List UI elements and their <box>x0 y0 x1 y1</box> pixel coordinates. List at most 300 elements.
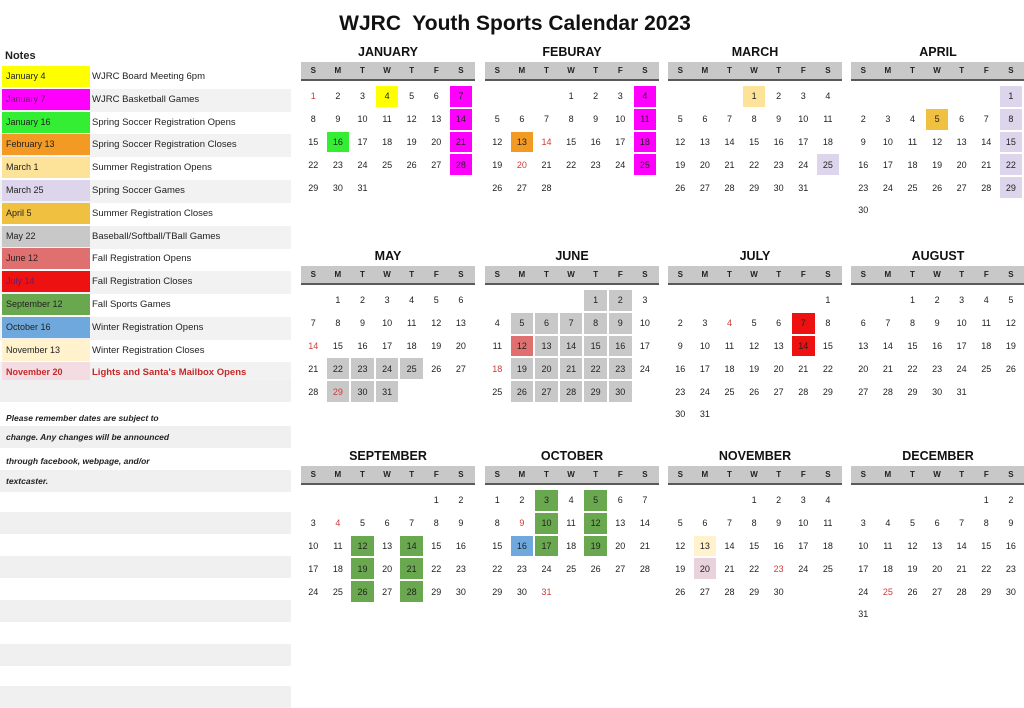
day-cell: 9 <box>593 114 599 125</box>
day-cell: 31 <box>956 386 967 397</box>
day-cell: 22 <box>749 563 760 574</box>
day-cell: 16 <box>327 132 350 153</box>
day-cell: 11 <box>566 518 576 529</box>
weekday-label: M <box>701 66 709 75</box>
legend-description: Summer Registration Closes <box>92 207 213 219</box>
day-cell: 11 <box>907 136 918 147</box>
weekday-label: W <box>567 470 575 479</box>
day-cell: 6 <box>959 114 965 125</box>
day-cell: 7 <box>792 313 815 334</box>
day-cell: 26 <box>406 159 417 170</box>
day-cell: 28 <box>724 182 735 193</box>
day-cell: 17 <box>956 340 967 351</box>
day-cell: 29 <box>584 381 607 402</box>
day-cell: 14 <box>541 136 552 147</box>
day-cell: 19 <box>749 363 760 374</box>
day-cell: 5 <box>494 114 500 125</box>
day-cell: 6 <box>617 495 623 506</box>
day-cell: 23 <box>675 386 686 397</box>
day-cell: 8 <box>310 114 316 125</box>
day-cell: 7 <box>409 518 415 529</box>
day-cell: 7 <box>959 518 965 529</box>
month-name: AUGUST <box>911 249 965 263</box>
day-cell: 8 <box>825 318 831 329</box>
month-may <box>301 248 475 403</box>
weekday-label: T <box>959 470 965 479</box>
day-cell: 9 <box>519 518 525 529</box>
weekday-label: S <box>494 470 500 479</box>
day-cell: 15 <box>431 540 442 551</box>
day-cell: 24 <box>541 563 552 574</box>
day-cell: 3 <box>359 91 365 102</box>
weekday-label: F <box>983 470 989 479</box>
weekday-label: F <box>433 470 439 479</box>
day-cell: 13 <box>699 136 710 147</box>
notes-band <box>0 380 291 402</box>
weekday-header <box>851 466 1024 485</box>
days-grid <box>668 85 842 199</box>
day-cell: 19 <box>1005 340 1016 351</box>
legend-date: June 12 <box>2 248 90 269</box>
day-cell: 4 <box>909 114 915 125</box>
day-cell: 21 <box>798 363 809 374</box>
day-cell: 28 <box>639 563 650 574</box>
weekday-label: T <box>360 270 365 279</box>
day-cell: 5 <box>909 518 915 529</box>
day-cell: 2 <box>776 91 782 102</box>
day-cell: 3 <box>617 91 623 102</box>
day-cell: 25 <box>981 363 992 374</box>
legend-item <box>0 271 291 294</box>
weekday-label: T <box>409 470 415 479</box>
notes-header: Notes <box>5 50 36 62</box>
day-cell: 27 <box>858 386 869 397</box>
legend-date: February 13 <box>2 134 90 155</box>
month-name: DECEMBER <box>902 449 974 463</box>
legend-item <box>0 134 291 157</box>
day-cell: 23 <box>932 363 943 374</box>
day-cell: 19 <box>584 536 607 557</box>
day-cell: 19 <box>492 159 503 170</box>
weekday-label: S <box>310 270 316 279</box>
day-cell: 28 <box>882 386 893 397</box>
day-cell: 29 <box>308 182 319 193</box>
day-cell: 26 <box>431 363 442 374</box>
month-name: JANUARY <box>358 45 418 59</box>
day-cell: 16 <box>511 536 534 557</box>
day-cell: 9 <box>776 114 782 125</box>
day-cell: 2 <box>609 290 632 311</box>
day-cell: 4 <box>825 495 831 506</box>
day-cell: 9 <box>335 114 341 125</box>
day-cell: 6 <box>519 114 525 125</box>
day-cell: 3 <box>310 518 316 529</box>
day-cell: 20 <box>516 159 527 170</box>
day-cell: 22 <box>431 563 442 574</box>
weekday-label: F <box>800 470 806 479</box>
legend-item <box>0 157 291 180</box>
weekday-label: S <box>1008 66 1014 75</box>
day-cell: 15 <box>907 340 918 351</box>
day-cell: 17 <box>382 340 393 351</box>
day-cell: 3 <box>885 114 891 125</box>
legend-date: May 22 <box>2 226 90 247</box>
day-cell: 15 <box>584 336 607 357</box>
day-cell: 4 <box>634 86 657 107</box>
day-cell: 29 <box>431 586 442 597</box>
weekday-label: F <box>617 270 623 279</box>
day-cell: 14 <box>882 340 893 351</box>
day-cell: 25 <box>332 586 343 597</box>
day-cell: 7 <box>450 86 473 107</box>
weekday-label: S <box>494 270 500 279</box>
day-cell: 7 <box>310 318 316 329</box>
day-cell: 9 <box>860 136 866 147</box>
day-cell: 10 <box>639 318 650 329</box>
weekday-label: F <box>800 66 806 75</box>
month-january <box>301 44 475 199</box>
day-cell: 25 <box>907 182 918 193</box>
notes-band <box>0 686 291 708</box>
day-cell: 18 <box>566 540 577 551</box>
weekday-label: M <box>334 270 342 279</box>
day-cell: 10 <box>882 136 893 147</box>
weekday-label: M <box>518 470 526 479</box>
day-cell: 17 <box>535 536 558 557</box>
day-cell: 31 <box>798 182 809 193</box>
legend-item <box>0 248 291 271</box>
day-cell: 14 <box>724 540 735 551</box>
day-cell: 30 <box>675 409 686 420</box>
legend-item <box>0 340 291 363</box>
day-cell: 20 <box>615 540 626 551</box>
weekday-label: M <box>884 270 892 279</box>
day-cell: 17 <box>615 136 626 147</box>
weekday-label: T <box>544 270 549 279</box>
day-cell: 16 <box>455 540 466 551</box>
day-cell: 22 <box>327 358 350 379</box>
weekday-label: T <box>593 66 599 75</box>
day-cell: 10 <box>798 114 809 125</box>
day-cell: 29 <box>981 586 992 597</box>
day-cell: 9 <box>458 518 464 529</box>
day-cell: 12 <box>907 540 918 551</box>
day-cell: 11 <box>492 340 502 351</box>
day-cell: 18 <box>382 136 393 147</box>
day-cell: 22 <box>566 159 577 170</box>
day-cell: 11 <box>823 114 833 125</box>
day-cell: 4 <box>983 295 989 306</box>
weekday-label: T <box>959 270 965 279</box>
day-cell: 5 <box>1008 295 1014 306</box>
month-name: SEPTEMBER <box>349 449 427 463</box>
day-cell: 25 <box>817 154 840 175</box>
day-cell: 26 <box>1005 363 1016 374</box>
legend-date: April 5 <box>2 203 90 224</box>
day-cell: 2 <box>860 114 866 125</box>
day-cell: 18 <box>882 563 893 574</box>
day-cell: 13 <box>615 518 626 529</box>
day-cell: 29 <box>327 381 350 402</box>
day-cell: 5 <box>409 91 415 102</box>
day-cell: 20 <box>382 563 393 574</box>
day-cell: 19 <box>675 563 686 574</box>
day-cell: 21 <box>724 563 735 574</box>
weekday-label: T <box>727 470 732 479</box>
weekday-label: T <box>544 66 549 75</box>
day-cell: 30 <box>351 381 374 402</box>
day-cell: 16 <box>773 136 784 147</box>
notes-band <box>0 556 291 578</box>
day-cell: 6 <box>702 114 708 125</box>
day-cell: 1 <box>335 295 341 306</box>
day-cell: 1 <box>1000 86 1023 107</box>
legend-description: WJRC Board Meeting 6pm <box>92 71 205 82</box>
day-cell: 4 <box>409 295 415 306</box>
weekday-label: T <box>593 470 599 479</box>
day-cell: 18 <box>822 136 833 147</box>
day-cell: 16 <box>590 136 601 147</box>
day-cell: 28 <box>956 586 967 597</box>
day-cell: 2 <box>776 495 782 506</box>
days-grid <box>851 289 1024 403</box>
day-cell: 1 <box>310 91 316 102</box>
day-cell: 13 <box>535 336 558 357</box>
day-cell: 27 <box>956 182 967 193</box>
month-december <box>851 448 1024 626</box>
day-cell: 25 <box>382 159 393 170</box>
legend-item <box>0 66 291 89</box>
day-cell: 26 <box>675 182 686 193</box>
weekday-label: T <box>544 470 549 479</box>
legend-date: January 4 <box>2 66 90 87</box>
day-cell: 4 <box>335 518 341 529</box>
weekday-label: M <box>518 66 526 75</box>
day-cell: 17 <box>357 136 368 147</box>
day-cell: 2 <box>359 295 365 306</box>
day-cell: 30 <box>773 182 784 193</box>
day-cell: 28 <box>308 386 319 397</box>
days-grid <box>668 489 842 603</box>
day-cell: 10 <box>699 340 710 351</box>
day-cell: 22 <box>749 159 760 170</box>
weekday-header <box>301 62 475 81</box>
day-cell: 21 <box>956 563 967 574</box>
day-cell: 24 <box>699 386 710 397</box>
day-cell: 9 <box>776 518 782 529</box>
days-grid <box>851 489 1024 626</box>
day-cell: 12 <box>351 536 374 557</box>
day-cell: 7 <box>642 495 648 506</box>
day-cell: 14 <box>308 340 319 351</box>
day-cell: 18 <box>907 159 918 170</box>
day-cell: 31 <box>357 182 368 193</box>
weekday-label: W <box>750 470 758 479</box>
day-cell: 16 <box>932 340 943 351</box>
day-cell: 10 <box>956 318 967 329</box>
weekday-label: S <box>642 270 648 279</box>
day-cell: 16 <box>609 336 632 357</box>
day-cell: 16 <box>1005 540 1016 551</box>
day-cell: 13 <box>455 318 466 329</box>
weekday-header <box>668 62 842 81</box>
day-cell: 28 <box>724 586 735 597</box>
day-cell: 28 <box>798 386 809 397</box>
day-cell: 30 <box>332 182 343 193</box>
day-cell: 20 <box>773 363 784 374</box>
day-cell: 10 <box>615 114 626 125</box>
weekday-label: T <box>409 66 415 75</box>
day-cell: 5 <box>926 109 949 130</box>
day-cell: 23 <box>773 563 784 574</box>
day-cell: 9 <box>677 340 683 351</box>
disclaimer-line: through facebook, webpage, and/or <box>6 456 150 466</box>
day-cell: 1 <box>584 290 607 311</box>
weekday-label: S <box>860 66 866 75</box>
day-cell: 23 <box>773 159 784 170</box>
notes-band <box>0 600 291 622</box>
day-cell: 20 <box>535 358 558 379</box>
month-june <box>485 248 659 403</box>
day-cell: 21 <box>560 358 583 379</box>
weekday-label: F <box>433 66 439 75</box>
month-april <box>851 44 1024 222</box>
day-cell: 17 <box>699 363 710 374</box>
day-cell: 7 <box>726 114 732 125</box>
day-cell: 1 <box>743 86 766 107</box>
day-cell: 12 <box>406 114 417 125</box>
day-cell: 1 <box>494 495 500 506</box>
day-cell: 7 <box>726 518 732 529</box>
day-cell: 12 <box>932 136 943 147</box>
day-cell: 10 <box>798 518 809 529</box>
day-cell: 18 <box>406 340 417 351</box>
legend-item <box>0 89 291 112</box>
weekday-label: T <box>360 470 365 479</box>
day-cell: 13 <box>932 540 943 551</box>
day-cell: 25 <box>634 154 657 175</box>
day-cell: 22 <box>308 159 319 170</box>
day-cell: 4 <box>494 318 500 329</box>
day-cell: 12 <box>675 136 686 147</box>
day-cell: 15 <box>981 540 992 551</box>
day-cell: 21 <box>639 540 650 551</box>
month-name: APRIL <box>919 45 957 59</box>
day-cell: 24 <box>615 159 626 170</box>
day-cell: 13 <box>431 114 442 125</box>
day-cell: 21 <box>450 132 473 153</box>
days-grid <box>485 85 659 199</box>
legend-description: WJRC Basketball Games <box>92 93 200 105</box>
day-cell: 15 <box>566 136 577 147</box>
day-cell: 5 <box>511 313 534 334</box>
day-cell: 8 <box>1000 109 1023 130</box>
disclaimer-line: Please remember dates are subject to <box>6 413 159 423</box>
day-cell: 19 <box>675 159 686 170</box>
day-cell: 25 <box>400 358 423 379</box>
day-cell: 24 <box>798 159 809 170</box>
day-cell: 12 <box>675 540 686 551</box>
day-cell: 13 <box>956 136 967 147</box>
day-cell: 2 <box>593 91 599 102</box>
day-cell: 27 <box>699 182 710 193</box>
day-cell: 27 <box>932 586 943 597</box>
day-cell: 10 <box>357 114 368 125</box>
legend-date: March 1 <box>2 157 90 178</box>
day-cell: 9 <box>609 313 632 334</box>
day-cell: 30 <box>932 386 943 397</box>
days-grid <box>301 489 475 603</box>
day-cell: 15 <box>749 540 760 551</box>
day-cell: 26 <box>492 182 503 193</box>
legend-item <box>0 112 291 135</box>
day-cell: 16 <box>773 540 784 551</box>
day-cell: 8 <box>751 114 757 125</box>
month-september <box>301 448 475 603</box>
day-cell: 23 <box>332 159 343 170</box>
day-cell: 27 <box>455 363 466 374</box>
legend-item <box>0 180 291 203</box>
day-cell: 14 <box>400 536 423 557</box>
day-cell: 1 <box>568 91 574 102</box>
day-cell: 19 <box>932 159 943 170</box>
day-cell: 29 <box>907 386 918 397</box>
day-cell: 23 <box>609 358 632 379</box>
day-cell: 5 <box>433 295 439 306</box>
weekday-label: S <box>458 270 464 279</box>
day-cell: 30 <box>455 586 466 597</box>
day-cell: 21 <box>400 558 423 579</box>
day-cell: 14 <box>450 109 473 130</box>
legend-date: March 25 <box>2 180 90 201</box>
day-cell: 10 <box>308 540 319 551</box>
month-october <box>485 448 659 603</box>
day-cell: 31 <box>699 409 710 420</box>
day-cell: 24 <box>639 363 650 374</box>
day-cell: 15 <box>1000 132 1023 153</box>
weekday-label: T <box>910 470 915 479</box>
day-cell: 30 <box>1005 586 1016 597</box>
day-cell: 15 <box>822 340 833 351</box>
day-cell: 22 <box>907 363 918 374</box>
weekday-label: S <box>677 270 683 279</box>
day-cell: 29 <box>749 182 760 193</box>
weekday-label: S <box>860 270 866 279</box>
day-cell: 12 <box>492 136 503 147</box>
day-cell: 21 <box>308 363 319 374</box>
month-march <box>668 44 842 199</box>
day-cell: 10 <box>382 318 393 329</box>
legend-date: October 16 <box>2 317 90 338</box>
weekday-label: F <box>617 470 623 479</box>
day-cell: 26 <box>351 581 374 602</box>
weekday-label: T <box>593 270 599 279</box>
month-name: MARCH <box>731 45 779 59</box>
day-cell: 8 <box>494 518 500 529</box>
day-cell: 3 <box>642 295 648 306</box>
day-cell: 9 <box>1008 518 1014 529</box>
weekday-label: T <box>959 66 965 75</box>
day-cell: 3 <box>800 91 806 102</box>
weekday-label: S <box>825 270 831 279</box>
day-cell: 20 <box>956 159 967 170</box>
day-cell: 9 <box>359 318 365 329</box>
weekday-label: F <box>800 270 806 279</box>
day-cell: 24 <box>858 586 869 597</box>
day-cell: 9 <box>934 318 940 329</box>
day-cell: 3 <box>959 295 965 306</box>
day-cell: 16 <box>858 159 869 170</box>
